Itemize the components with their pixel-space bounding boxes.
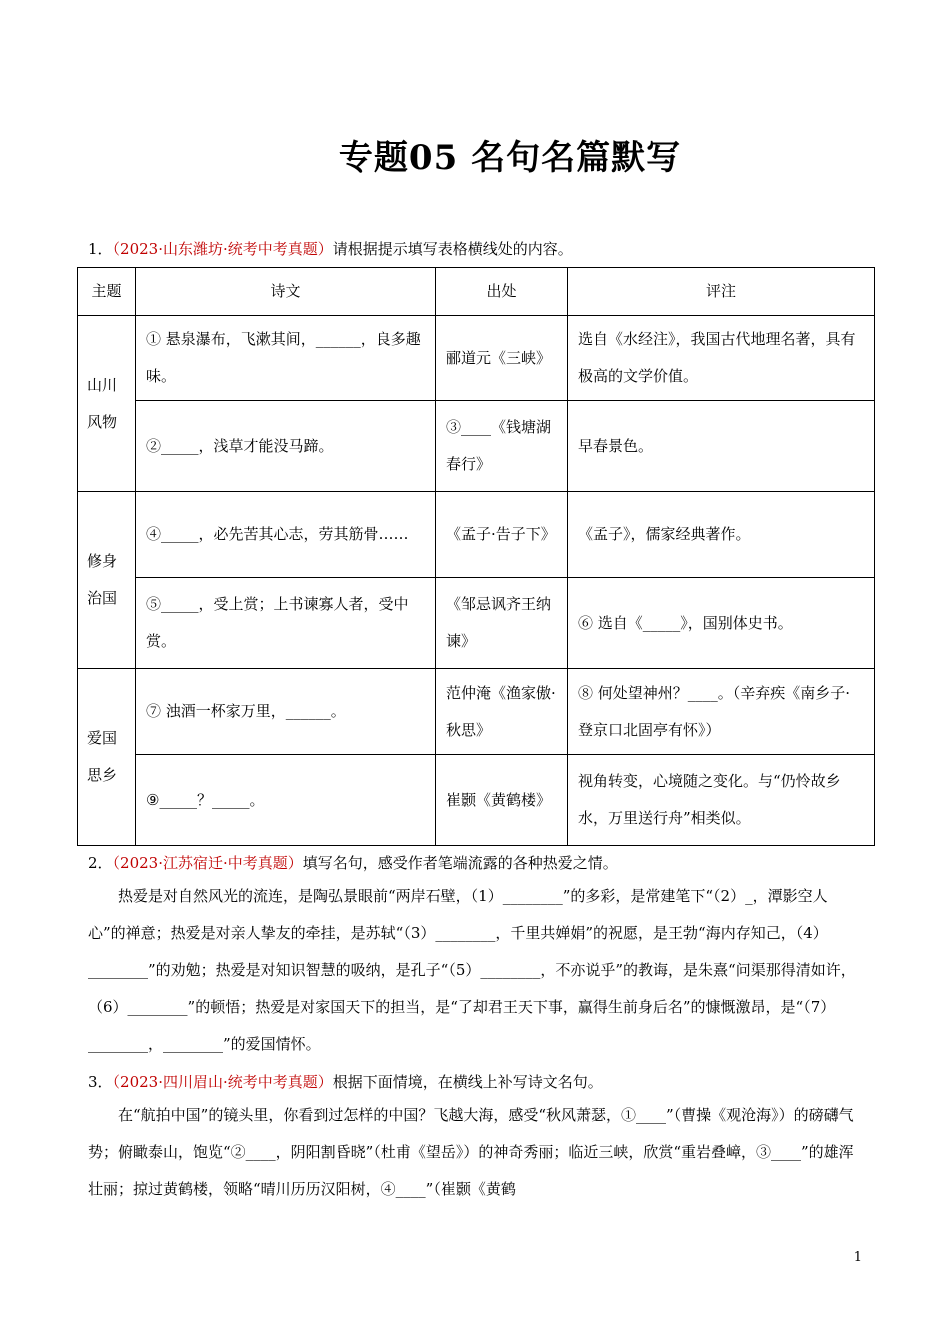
theme-cell: 修身治国 [78,492,136,669]
question-source: （2023·四川眉山·统考中考真题） [112,1073,333,1091]
question-2-header [88,852,618,873]
question-number: 1． [88,240,113,258]
theme-cell: 爱国思乡 [78,669,136,846]
poem-cell: ① 悬泉瀑布，飞漱其间，______，良多趣味。 [136,316,436,401]
poem-cell: ⑨_____？_____。 [136,755,436,846]
table-row [78,492,875,578]
header-cell: 评注 [568,268,875,316]
question-text: 请根据提示填写表格横线处的内容。 [332,240,573,258]
question-3-header [88,1071,603,1092]
theme-cell: 山川风物 [78,316,136,492]
note-cell: 选自《水经注》，我国古代地理名著，具有极高的文学价值。 [568,316,875,401]
table-row [78,669,875,755]
source-cell: 《孟子·告子下》 [436,492,568,578]
table-row [78,578,875,669]
table-header-row [78,268,875,316]
question-1-header [88,238,573,259]
question-text: 根据下面情境，在横线上补写诗文名句。 [332,1073,603,1091]
poem-cell: ④_____，必先苦其心志，劳其筋骨…… [136,492,436,578]
question-number: 2． [88,854,113,872]
header-cell: 出处 [436,268,568,316]
source-cell: 崔颢《黄鹤楼》 [436,755,568,846]
question-source: （2023·山东潍坊·统考中考真题） [112,240,333,258]
note-cell: 早春景色。 [568,401,875,492]
page-title: 专题05 名句名篇默写 [338,138,682,178]
question-text: 填写名句，感受作者笔端流露的各种热爱之情。 [302,854,618,872]
source-cell: 范仲淹《渔家傲·秋思》 [436,669,568,755]
note-cell: ⑥ 选自《_____》，国别体史书。 [568,578,875,669]
note-cell: 《孟子》，儒家经典著作。 [568,492,875,578]
table-row [78,401,875,492]
question-source: （2023·江苏宿迁·中考真题） [112,854,303,872]
note-cell: ⑧ 何处望神州？____。（辛弃疾《南乡子·登京口北固亭有怀》） [568,669,875,755]
source-cell: 《邹忌讽齐王纳谏》 [436,578,568,669]
question-2-paragraph: 热爱是对自然风光的流连，是陶弘景眼前“两岸石壁，（1）________”的多彩，是常建笔下“（2）_，潭影空人心”的禅意；热爱是对亲人挚友的牵挂，是苏轼“（3）________，千里共婵娟”的祝愿，是王勃“海内存知己，（4）________”的劝勉；热爱是对知识智慧的吸纳，是孔子“（5）________，不亦说乎”的教诲，是朱熹“问渠那得清如许，（6）________”的顿悟；热爱是对家国天下的担当，是“了却君王天下事，赢得生前身后名”的慷慨激昂，是“（7）________，________”的爱国情怀。 [88,887,856,1053]
poem-cell: ⑦ 浊酒一杯家万里，______。 [136,669,436,755]
header-cell: 诗文 [136,268,436,316]
table-row [78,755,875,846]
poem-cell: ⑤_____，受上赏；上书谏寡人者，受中赏。 [136,578,436,669]
page-number: 1 [853,1250,862,1265]
question-3-paragraph: 在“航拍中国”的镜头里，你看到过怎样的中国？飞越大海，感受“秋风萧瑟，①____”（曹操《观沧海》）的磅礴气势；俯瞰泰山，饱览“②____，阴阳割昏晓”（杜甫《望岳》）的神奇秀丽；临近三峡，欣赏“重岩叠嶂，③____”的雄浑壮丽；掠过黄鹤楼，领略“晴川历历汉阳树，④____”（崔颢《黄鹤 [88,1106,854,1198]
source-cell: 郦道元《三峡》 [436,316,568,401]
question-number: 3． [88,1073,113,1091]
header-cell: 主题 [78,268,136,316]
table-row [78,316,875,401]
source-cell: ③____《钱塘湖春行》 [436,401,568,492]
poem-table [77,267,875,846]
poem-cell: ②_____，浅草才能没马蹄。 [136,401,436,492]
note-cell: 视角转变，心境随之变化。与“仍怜故乡水，万里送行舟”相类似。 [568,755,875,846]
